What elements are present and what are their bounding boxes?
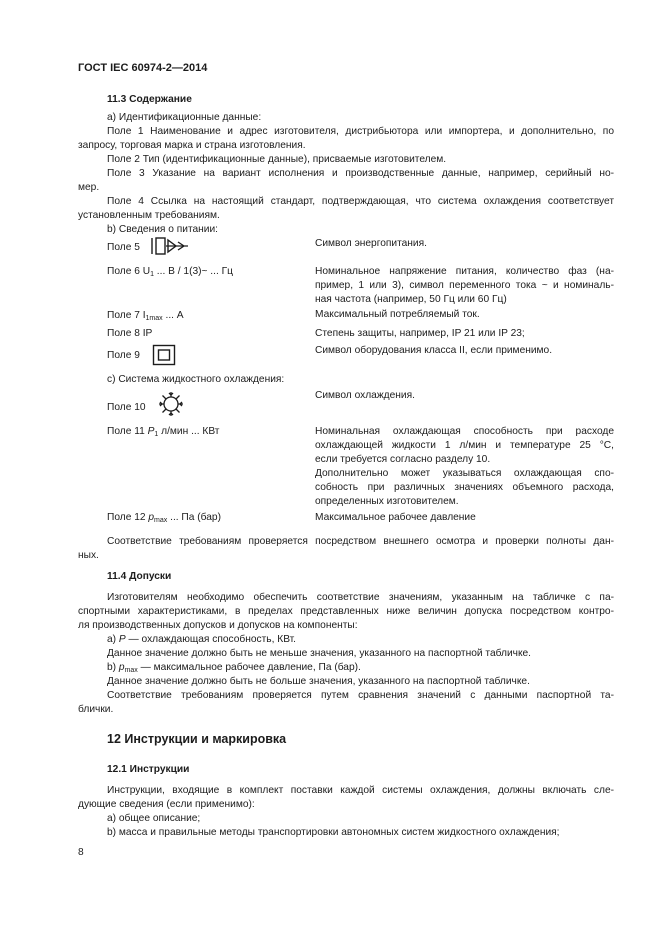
- field-1-line-2: запросу, торговая марка и страна изготовления.: [78, 140, 306, 151]
- tolerance-item-b-note: Данное значение должно быть не больше значения, указанного на паспортной табличке.: [107, 676, 530, 687]
- field-11-description-line-5: собность при различных значениях объемного расхода,: [315, 482, 614, 493]
- field-4-line-1: Поле 4 Ссылка на настоящий стандарт, подтверждающая, что система охлаждения соответствует: [107, 196, 614, 207]
- instructions-paragraph-line-2: дующие сведения (если применимо):: [78, 799, 255, 810]
- field-12-variable: p: [148, 512, 155, 523]
- field-11-description-line-6: определенных изготовителем.: [315, 496, 459, 507]
- field-9-description: Символ оборудования класса II, если применимо.: [315, 345, 553, 356]
- field-8-description: Степень защиты, например, IP 21 или IP 23;: [315, 328, 525, 339]
- cooling-snowflake-symbol-icon: [157, 390, 185, 418]
- conformity-11-4-line-2: блички.: [78, 704, 114, 715]
- field-6-description-line-1: Номинальное напряжение питания, количество фаз (на-: [315, 266, 614, 277]
- section-12-heading: 12 Инструкции и маркировка: [107, 732, 287, 746]
- field-3-line-2: мер.: [78, 182, 100, 193]
- field-3-line-1: Поле 3 Указание на вариант исполнения и производственные данные, например, серийный но-: [107, 168, 614, 179]
- field-12-description: Максимальное рабочее давление: [315, 512, 476, 523]
- tolerances-paragraph-line-1: Изготовителям необходимо обеспечить соответствие значениям, указанным на табличке с па-: [107, 592, 614, 603]
- field-6-label: [107, 265, 233, 282]
- field-11-subscript: 1: [154, 431, 159, 438]
- page-number: 8: [78, 847, 84, 858]
- section-12-1-heading: 12.1 Инструкции: [107, 764, 190, 775]
- instructions-item-b: b) масса и правильные методы транспортировки автономных систем жидкостного охлаждения;: [107, 827, 560, 838]
- tolerance-item-a: [107, 633, 296, 647]
- field-11-label: [107, 425, 219, 442]
- instructions-paragraph-line-1: Инструкции, входящие в комплект поставки каждой системы охлаждения, должны включать сле-: [107, 785, 614, 796]
- field-11-label-suffix: л/мин ... КВт: [158, 426, 220, 437]
- field-11-description-line-4: Дополнительно может указываться охлаждающая спо-: [315, 468, 614, 479]
- field-6-description-line-2: пример, 1 или 3), символ переменного тока ~ и номиналь-: [315, 280, 614, 291]
- tolerance-item-b-subscript: max: [124, 667, 138, 674]
- field-12-subscript: max: [154, 517, 168, 524]
- field-4-line-2: установленным требованиям.: [78, 210, 220, 221]
- field-7-label: [107, 309, 184, 326]
- field-11-label-prefix: Поле 11: [107, 426, 148, 437]
- tolerance-item-a-variable: P: [118, 634, 126, 645]
- tolerance-item-b-variable: p: [118, 662, 125, 673]
- tolerance-item-b-text: — максимальное рабочее давление, Па (бар).: [137, 662, 361, 673]
- item-b-power-info: b) Сведения о питании:: [107, 224, 219, 235]
- tolerance-item-a-text: — охлаждающая способность, КВт.: [125, 634, 297, 645]
- tolerances-paragraph-line-3: ля производственных допусков и допусков на компоненты:: [78, 620, 358, 631]
- conformity-11-3-line-2: ных.: [78, 550, 99, 561]
- field-11-description-line-2: охлаждающей жидкости 1 л/мин и температуре 25 °С,: [315, 440, 614, 451]
- class-ii-double-square-icon: [152, 344, 176, 366]
- field-7-label-suffix: ... А: [162, 310, 184, 321]
- field-6-subscript: 1: [150, 271, 154, 278]
- field-11-variable: P: [147, 426, 155, 437]
- field-7-label-prefix: Поле 7 I: [107, 310, 146, 321]
- field-6-label-suffix: ... В / 1(3)~ ... Гц: [153, 266, 233, 277]
- field-12-label: [107, 511, 221, 528]
- field-7-subscript: 1max: [145, 315, 163, 322]
- field-11-description-line-1: Номинальная охлаждающая способность при расходе: [315, 426, 614, 437]
- field-9-label: Поле 9: [107, 350, 140, 361]
- field-8-label: Поле 8 IP: [107, 328, 153, 339]
- conformity-11-3-line-1: Соответствие требованиям проверяется посредством внешнего осмотра и проверки полноты дан-: [107, 536, 614, 547]
- item-a-identification: a) Идентификационные данные:: [107, 112, 262, 123]
- instructions-item-a: a) общее описание;: [107, 813, 201, 824]
- field-10-description: Символ охлаждения.: [315, 390, 415, 401]
- tolerances-paragraph-line-2: спортными характеристиками, в пределах представленных ниже величин допуска посредством контро-: [78, 606, 614, 617]
- field-2: Поле 2 Тип (идентификационные данные), присваемые изготовителем.: [107, 154, 447, 165]
- item-c-liquid-cooling: c) Система жидкостного охлаждения:: [107, 374, 285, 385]
- field-6-description-line-3: ная частота (например, 50 Гц или 60 Гц): [315, 294, 507, 305]
- field-11-description-line-3: если требуется согласно разделу 10.: [315, 454, 491, 465]
- tolerance-item-b-marker: b): [107, 662, 119, 673]
- field-6-label-prefix: Поле 6 U: [107, 266, 151, 277]
- tolerance-item-a-marker: a): [107, 634, 119, 645]
- field-1-line-1: Поле 1 Наименование и адрес изготовителя, дистрибьютора или импортера, и дополнительно, по: [107, 126, 614, 137]
- field-12-label-prefix: Поле 12: [107, 512, 149, 523]
- section-11-3-heading: 11.3 Содержание: [107, 94, 192, 105]
- tolerance-item-a-note: Данное значение должно быть не меньше значения, указанного на паспортной табличке.: [107, 648, 532, 659]
- conformity-11-4-line-1: Соответствие требованиям проверяется путем сравнения значений с данными паспортной та-: [107, 690, 614, 701]
- field-12-label-suffix: ... Па (бар): [167, 512, 221, 523]
- document-header: ГОСТ IEC 60974-2—2014: [78, 62, 208, 74]
- field-5-description: Символ энергопитания.: [315, 238, 427, 249]
- section-11-4-heading: 11.4 Допуски: [107, 571, 172, 582]
- power-supply-symbol-icon: [150, 236, 190, 256]
- field-5-label: Поле 5: [107, 242, 140, 253]
- field-7-description: Максимальный потребляемый ток.: [315, 309, 480, 320]
- field-10-label: Поле 10: [107, 402, 146, 413]
